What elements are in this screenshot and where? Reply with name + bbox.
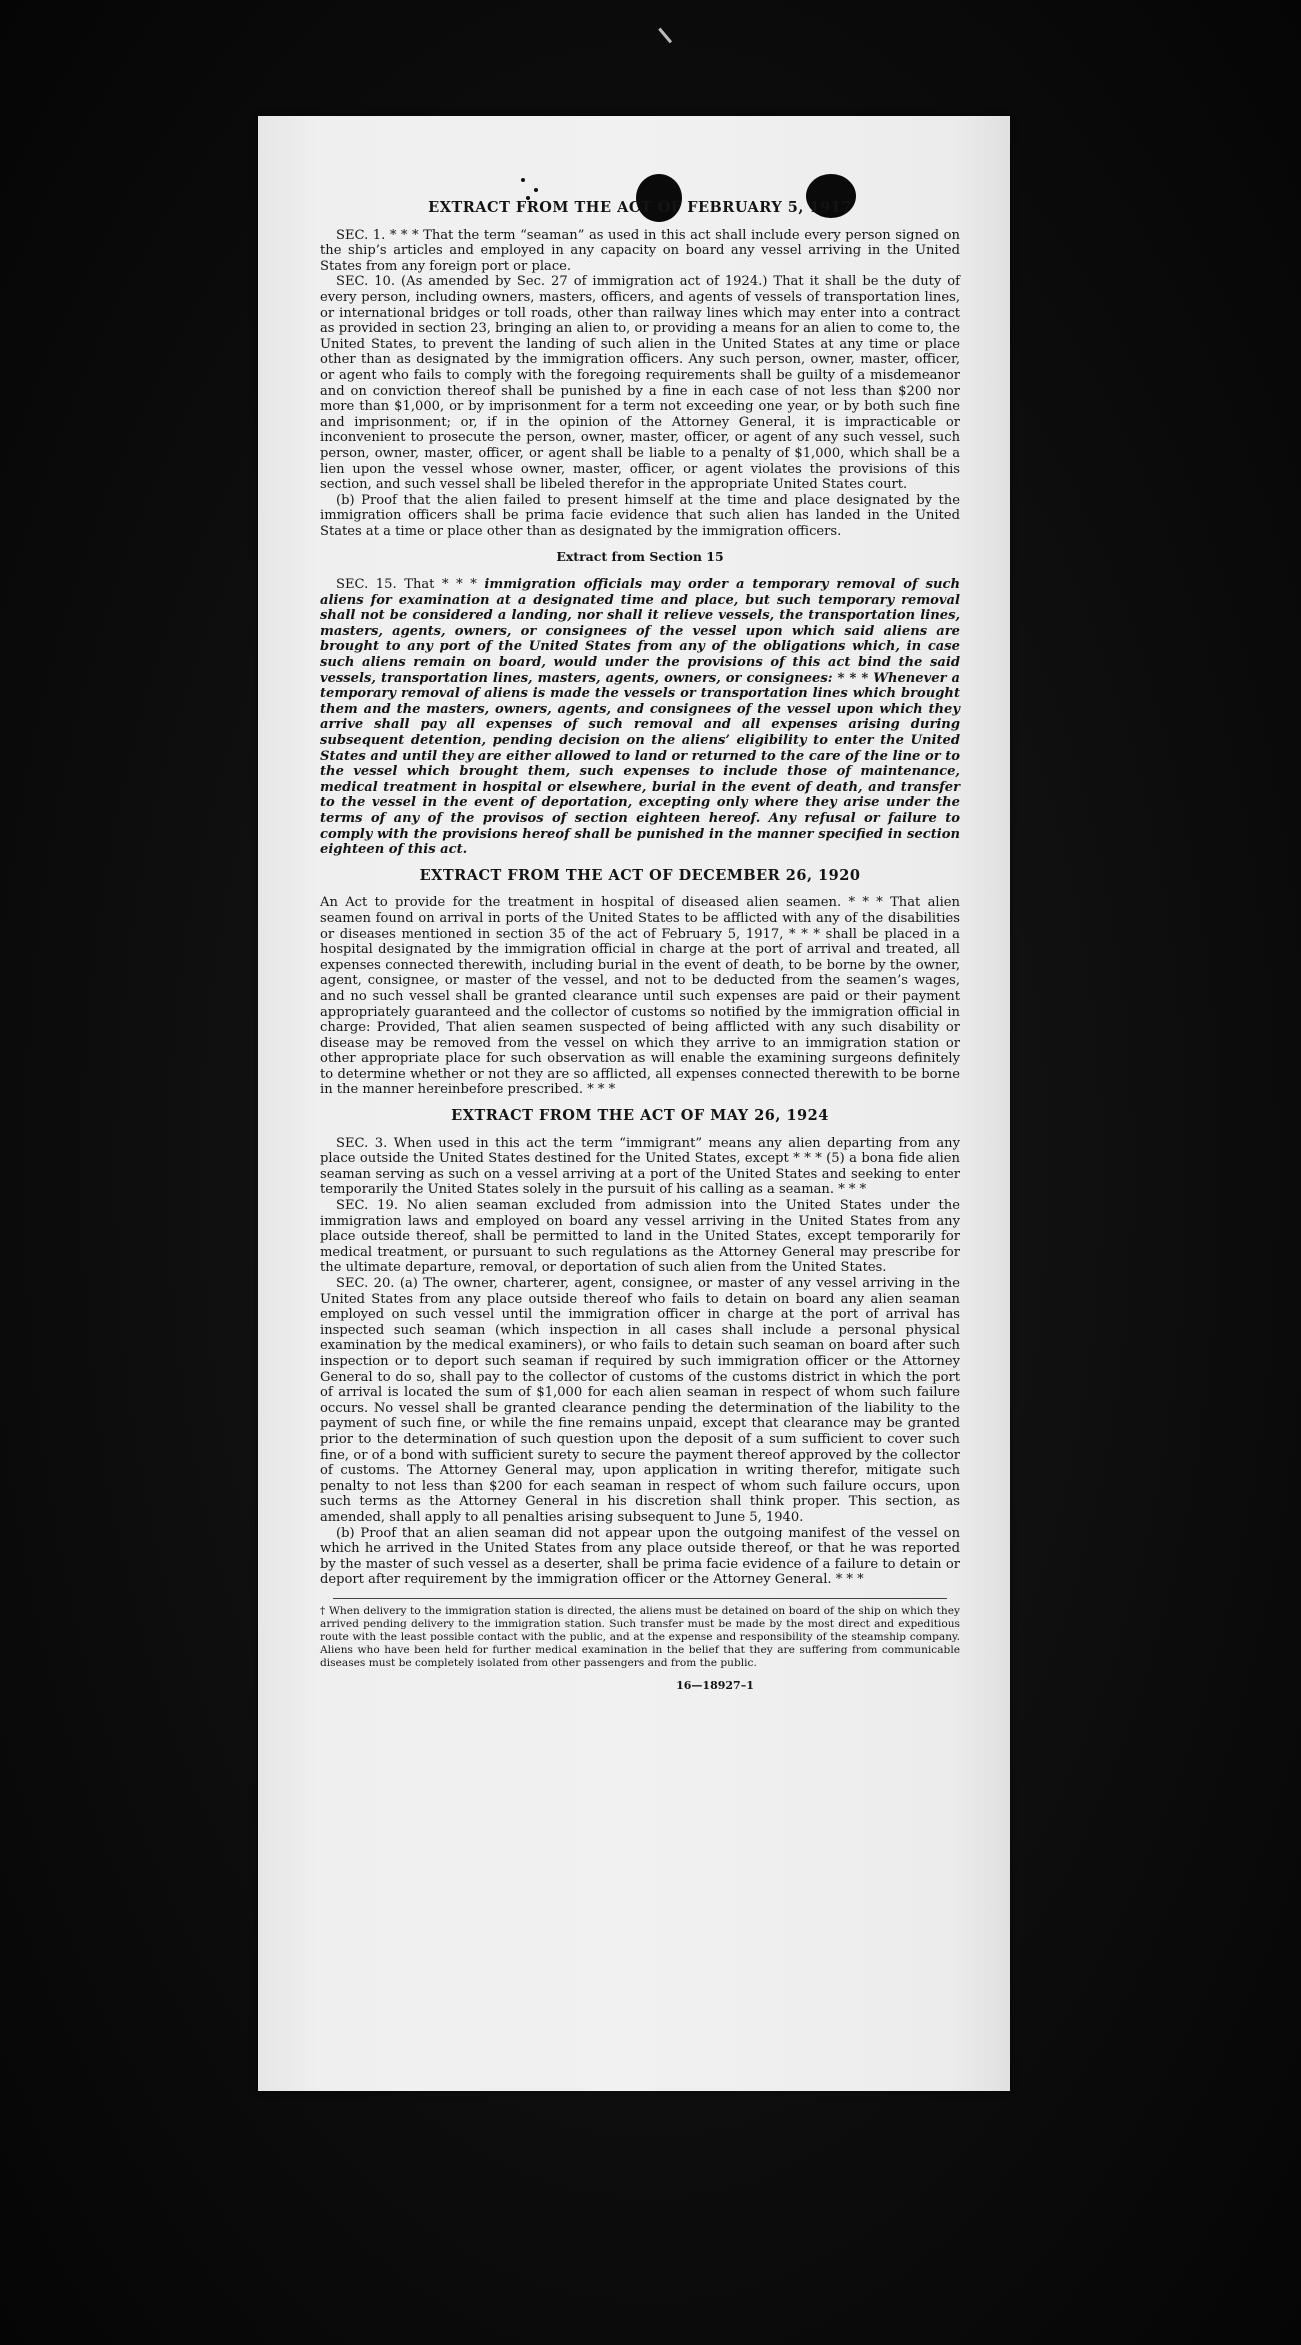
section-1920 (320, 895, 960, 1098)
section-15-body: immigration officials may order a temporary removal of such aliens for examination at a designated time and place, but such temporary removal shall not be considered a landing, nor shall it relieve vessels, the transportation lines, masters, agents, owners, or consignees of the vessel upon which said aliens are brought to any port of the United States from any of the obligations which, in case such aliens remain on board, would under the provisions of this act bind the said vessels, transportation lines, masters, agents, owners, or consignees: * * * Whenever a temporary removal of aliens is made the vessels or transportation lines which brought them and the masters, owners, agents, and consignees of the vessel upon which they arrive shall pay all expenses of such removal and all expenses arising during subsequent detention, pending decision on the aliens’ eligibility to enter the United States and until they are either allowed to land or returned to the care of the line or to the vessel which brought them, such expenses to include those of maintenance, medical treatment in hospital or elsewhere, burial in the event of death, and transfer to the vessel in the event of deportation, excepting only where they arise under the terms of any of the provisos of section eighteen hereof. Any refusal or failure to comply with the provisions hereof shall be punished in the manner specified in section eighteen of this act. (320, 577, 960, 858)
heading-act-1924: EXTRACT FROM THE ACT OF MAY 26, 1924 (451, 1107, 829, 1125)
sec-19-paragraph: SEC. 19. No alien seaman excluded from admission into the United States under the immigration laws and employed on board any vessel arriving in the United States from any place outside thereof, shall be permitted to land in the United States, except temporarily for medical treatment, or pursuant to such regulations as the Attorney General may prescribe for the ultimate departure, removal, or deportation of such alien from the United States. (320, 1198, 960, 1276)
section-15 (320, 577, 960, 858)
footnote-divider (333, 1598, 947, 1599)
sec-20b-paragraph: (b) Proof that an alien seaman did not appear upon the outgoing manifest of the vessel on which he arrived in the United States from any place outside thereof, or that he was reported by the master of such vessel as a deserter, shall be prima facie evidence of a failure to detain or deport after requirement by the immigration officer or the Attorney General. * * * (320, 1525, 960, 1588)
heading-act-1917: EXTRACT FROM THE ACT OF FEBRUARY 5, 1917 (428, 199, 852, 216)
heading-act-1920: EXTRACT FROM THE ACT OF DECEMBER 26, 1920 (419, 866, 861, 884)
section-15-paragraph (320, 577, 960, 858)
section-1917 (320, 228, 960, 540)
form-number: 16—18927–1 (676, 1678, 754, 1692)
footnote: † When delivery to the immigration station is directed, the aliens must be detained on board of the ship on which they arrived pending delivery to the immigration station. Such transfer must be made by the most direct and expeditious route with the least possible contact with the public, and at the expense and responsibility of the steamship company. Aliens who have been held for further medical examination in the belief that they are suffering from communicable diseases must be completely isolated from other passengers and from the public. (320, 1604, 960, 1669)
ink-dot (534, 188, 538, 192)
section-10-paragraph: SEC. 10. (As amended by Sec. 27 of immigration act of 1924.) That it shall be the duty of every person, including owners, masters, officers, and agents of vessels of transportation lines, or international bridges or toll roads, other than railway lines which may enter into a contract as provided in section 23, bringing an alien to, or providing a means for an alien to come to, the United States, to prevent the landing of such alien in the United States at any time or place other than as designated by the immigration officers. Any such person, owner, master, officer, or agent who fails to comply with the foregoing requirements shall be guilty of a misdemeanor and on conviction thereof shall be punished by a fine in each case of not less than $200 nor more than $1,000, or by imprisonment for a term not exceeding one year, or by both such fine and imprisonment; or, if in the opinion of the Attorney General, it is impracticable or inconvenient to prosecute the person, owner, master, officer, or agent of any such vessel, such person, owner, master, officer, or agent shall be liable to a penalty of $1,000, which shall be a lien upon the vessel whose owner, master, officer, or agent violates the provisions of this section, and such vessel shall be libeled therefor in the appropriate United States court. (320, 274, 960, 493)
section-1-paragraph: SEC. 1. * * * That the term “seaman” as used in this act shall include every person signed on the ship’s articles and employed in any capacity on board any vessel arriving in the United States from any foreign port or place. (320, 227, 960, 274)
section-15-lead: SEC. 15. That * * * (336, 577, 477, 593)
document-page (258, 116, 1010, 2091)
document-content (320, 200, 960, 1693)
act-1920-paragraph: An Act to provide for the treatment in hospital of diseased alien seamen. * * * That alien seamen found on arrival in ports of the United States to be afflicted with any of the disabilities or diseases mentioned in section 35 of the act of February 5, 1917, * * * shall be placed in a hospital designated by the immigration official in charge at the port of arrival and treated, all expenses connected therewith, including burial in the event of death, to be borne by the owner, agent, consignee, or master of the vessel, and not to be deducted from the seamen’s wages, and no such vessel shall be granted clearance until such expenses are paid or their payment appropriately guaranteed and the collector of customs so notified by the immigration official in charge: Provided, That alien seamen suspected of being afflicted with any such disability or disease may be removed from the vessel on which they arrive to an immigration station or other appropriate place for such observation as will enable the examining surgeons definitely to determine whether or not they are so afflicted, all expenses connected therewith to be borne in the manner hereinbefore prescribed. * * * (320, 895, 960, 1098)
ink-dot (521, 178, 525, 182)
sec-3-paragraph: SEC. 3. When used in this act the term “immigrant” means any alien departing from any place outside the United States destined for the United States, except * * * (5) a bona fide alien seaman serving as such on a vessel arriving at a port of the United States and seeking to enter temporarily the United States solely in the pursuit of his calling as a seaman. * * * (320, 1135, 960, 1198)
sec-20a-paragraph: SEC. 20. (a) The owner, charterer, agent, consignee, or master of any vessel arriving in the United States from any place outside thereof who fails to detain on board any alien seaman employed on such vessel until the immigration officer in charge at the port of arrival has inspected such seaman (which inspection in all cases shall include a personal physical examination by the medical examiners), or who fails to detain such seaman on board after such inspection or to deport such seaman if required by such immigration officer or the Attorney General to do so, shall pay to the collector of customs of the customs district in which the port of arrival is located the sum of $1,000 for each alien seaman in respect of whom such failure occurs. No vessel shall be granted clearance pending the determination of the liability to the payment of such fine, or while the fine remains unpaid, except that clearance may be granted prior to the determination of such question upon the deposit of a sum sufficient to cover such fine, or of a bond with sufficient surety to secure the payment thereof approved by the collector of customs. The Attorney General may, upon application in writing therefor, mitigate such penalty to not less than $200 for each seaman in respect of whom such failure occurs, upon such terms as the Attorney General in his discretion shall think proper. This section, as amended, shall apply to all penalties arising subsequent to June 5, 1940. (320, 1276, 960, 1525)
subheading-section-15: Extract from Section 15 (556, 549, 724, 565)
section-10b-paragraph: (b) Proof that the alien failed to present himself at the time and place designated by the immigration officers shall be prima facie evidence that such alien has landed in the United States at a time or place other than as designated by the immigration officers. (320, 492, 960, 539)
section-1924 (320, 1136, 960, 1588)
